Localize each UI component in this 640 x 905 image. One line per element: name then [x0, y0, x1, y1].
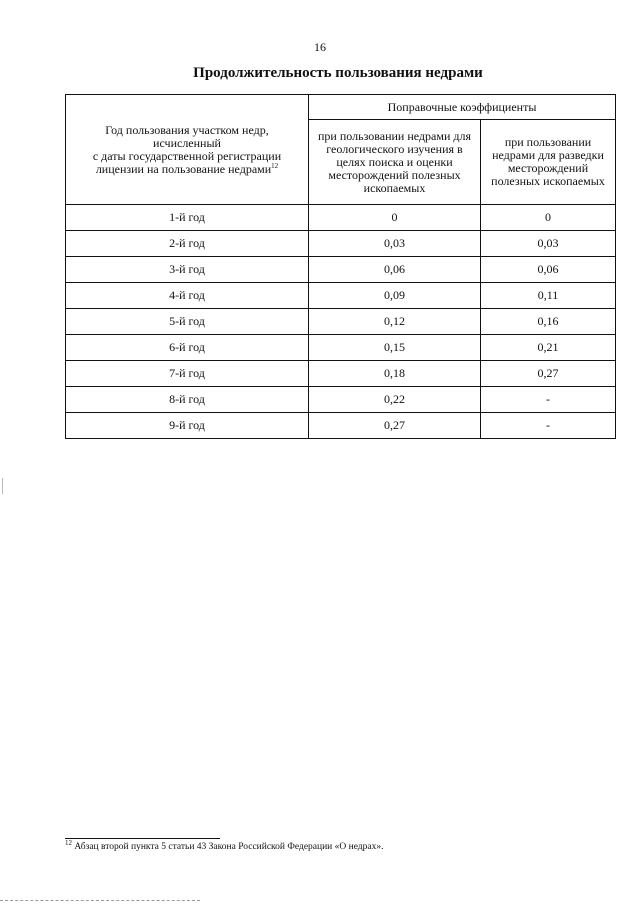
year-cell: 2-й год — [66, 231, 309, 257]
year-cell: 8-й год — [66, 387, 309, 413]
table-row — [66, 387, 616, 413]
coefficients-header: Поправочные коэффициенты — [309, 95, 616, 120]
page-number: 16 — [314, 40, 326, 54]
coefficient-cell: 0,06 — [309, 257, 481, 283]
table-row — [66, 205, 616, 231]
year-header-line: лицензии на пользование недрами — [95, 161, 272, 176]
table-row — [66, 335, 616, 361]
coefficient-cell: 0,03 — [309, 231, 481, 257]
year-cell: 4-й год — [66, 283, 309, 309]
year-header-line: с даты государственной регистрации — [92, 148, 282, 163]
coefficient-cell: - — [481, 413, 616, 439]
subheader-line: при пользовании недрами для — [318, 128, 471, 143]
coefficient-cell: 0,21 — [481, 335, 616, 361]
subheader-line: геологического изучения в — [326, 141, 463, 156]
subheader-line: недрами для разведки — [492, 148, 604, 162]
subheader-line: полезных ископаемых — [491, 174, 605, 188]
coefficient-cell: 0,27 — [481, 361, 616, 387]
coefficient-cell: 0,03 — [481, 231, 616, 257]
coefficient-cell: 0,12 — [309, 309, 481, 335]
coefficient-cell: 0,27 — [309, 413, 481, 439]
coefficient-cell: 0,11 — [481, 283, 616, 309]
coefficient-cell: 0,15 — [309, 335, 481, 361]
table-row — [66, 231, 616, 257]
year-header-line: Год пользования участком недр, — [105, 122, 269, 137]
subheader-line: месторождений — [507, 161, 589, 175]
coefficients-table — [65, 94, 616, 439]
table-header-row — [66, 95, 616, 120]
table-row — [66, 257, 616, 283]
footnote — [65, 838, 384, 852]
scan-edge-mark — [2, 478, 3, 494]
year-cell: 9-й год — [66, 413, 309, 439]
coefficient-cell: 0,16 — [481, 309, 616, 335]
year-column-header — [66, 95, 309, 205]
year-cell: 3-й год — [66, 257, 309, 283]
exploration-study-header — [309, 120, 481, 205]
subheader-line: целях поиска и оценки — [336, 154, 453, 169]
coefficient-cell: 0 — [481, 205, 616, 231]
coefficient-cell: 0,18 — [309, 361, 481, 387]
coefficient-cell: 0 — [309, 205, 481, 231]
page-title: Продолжительность пользования недрами — [193, 65, 483, 81]
coefficient-cell: 0,06 — [481, 257, 616, 283]
table-row — [66, 361, 616, 387]
table-row — [66, 283, 616, 309]
table-row — [66, 413, 616, 439]
table-row — [66, 309, 616, 335]
year-header-line: исчисленный — [153, 135, 221, 150]
footnote-reference: 12 — [271, 161, 279, 170]
year-cell: 6-й год — [66, 335, 309, 361]
subheader-line: ископаемых — [363, 180, 426, 195]
year-cell: 7-й год — [66, 361, 309, 387]
deposit-exploration-header — [481, 120, 616, 205]
footnote-divider — [65, 838, 220, 839]
coefficient-cell: - — [481, 387, 616, 413]
subheader-line: месторождений полезных — [328, 167, 461, 182]
coefficient-cell: 0,09 — [309, 283, 481, 309]
footnote-mark: 12 — [65, 838, 72, 847]
subheader-line: при пользовании — [504, 135, 592, 149]
scan-bottom-line — [0, 900, 200, 901]
coefficient-cell: 0,22 — [309, 387, 481, 413]
footnote-text: Абзац второй пункта 5 статьи 43 Закона Российской Федерации «О недрах». — [74, 842, 384, 852]
year-cell: 1-й год — [66, 205, 309, 231]
year-cell: 5-й год — [66, 309, 309, 335]
